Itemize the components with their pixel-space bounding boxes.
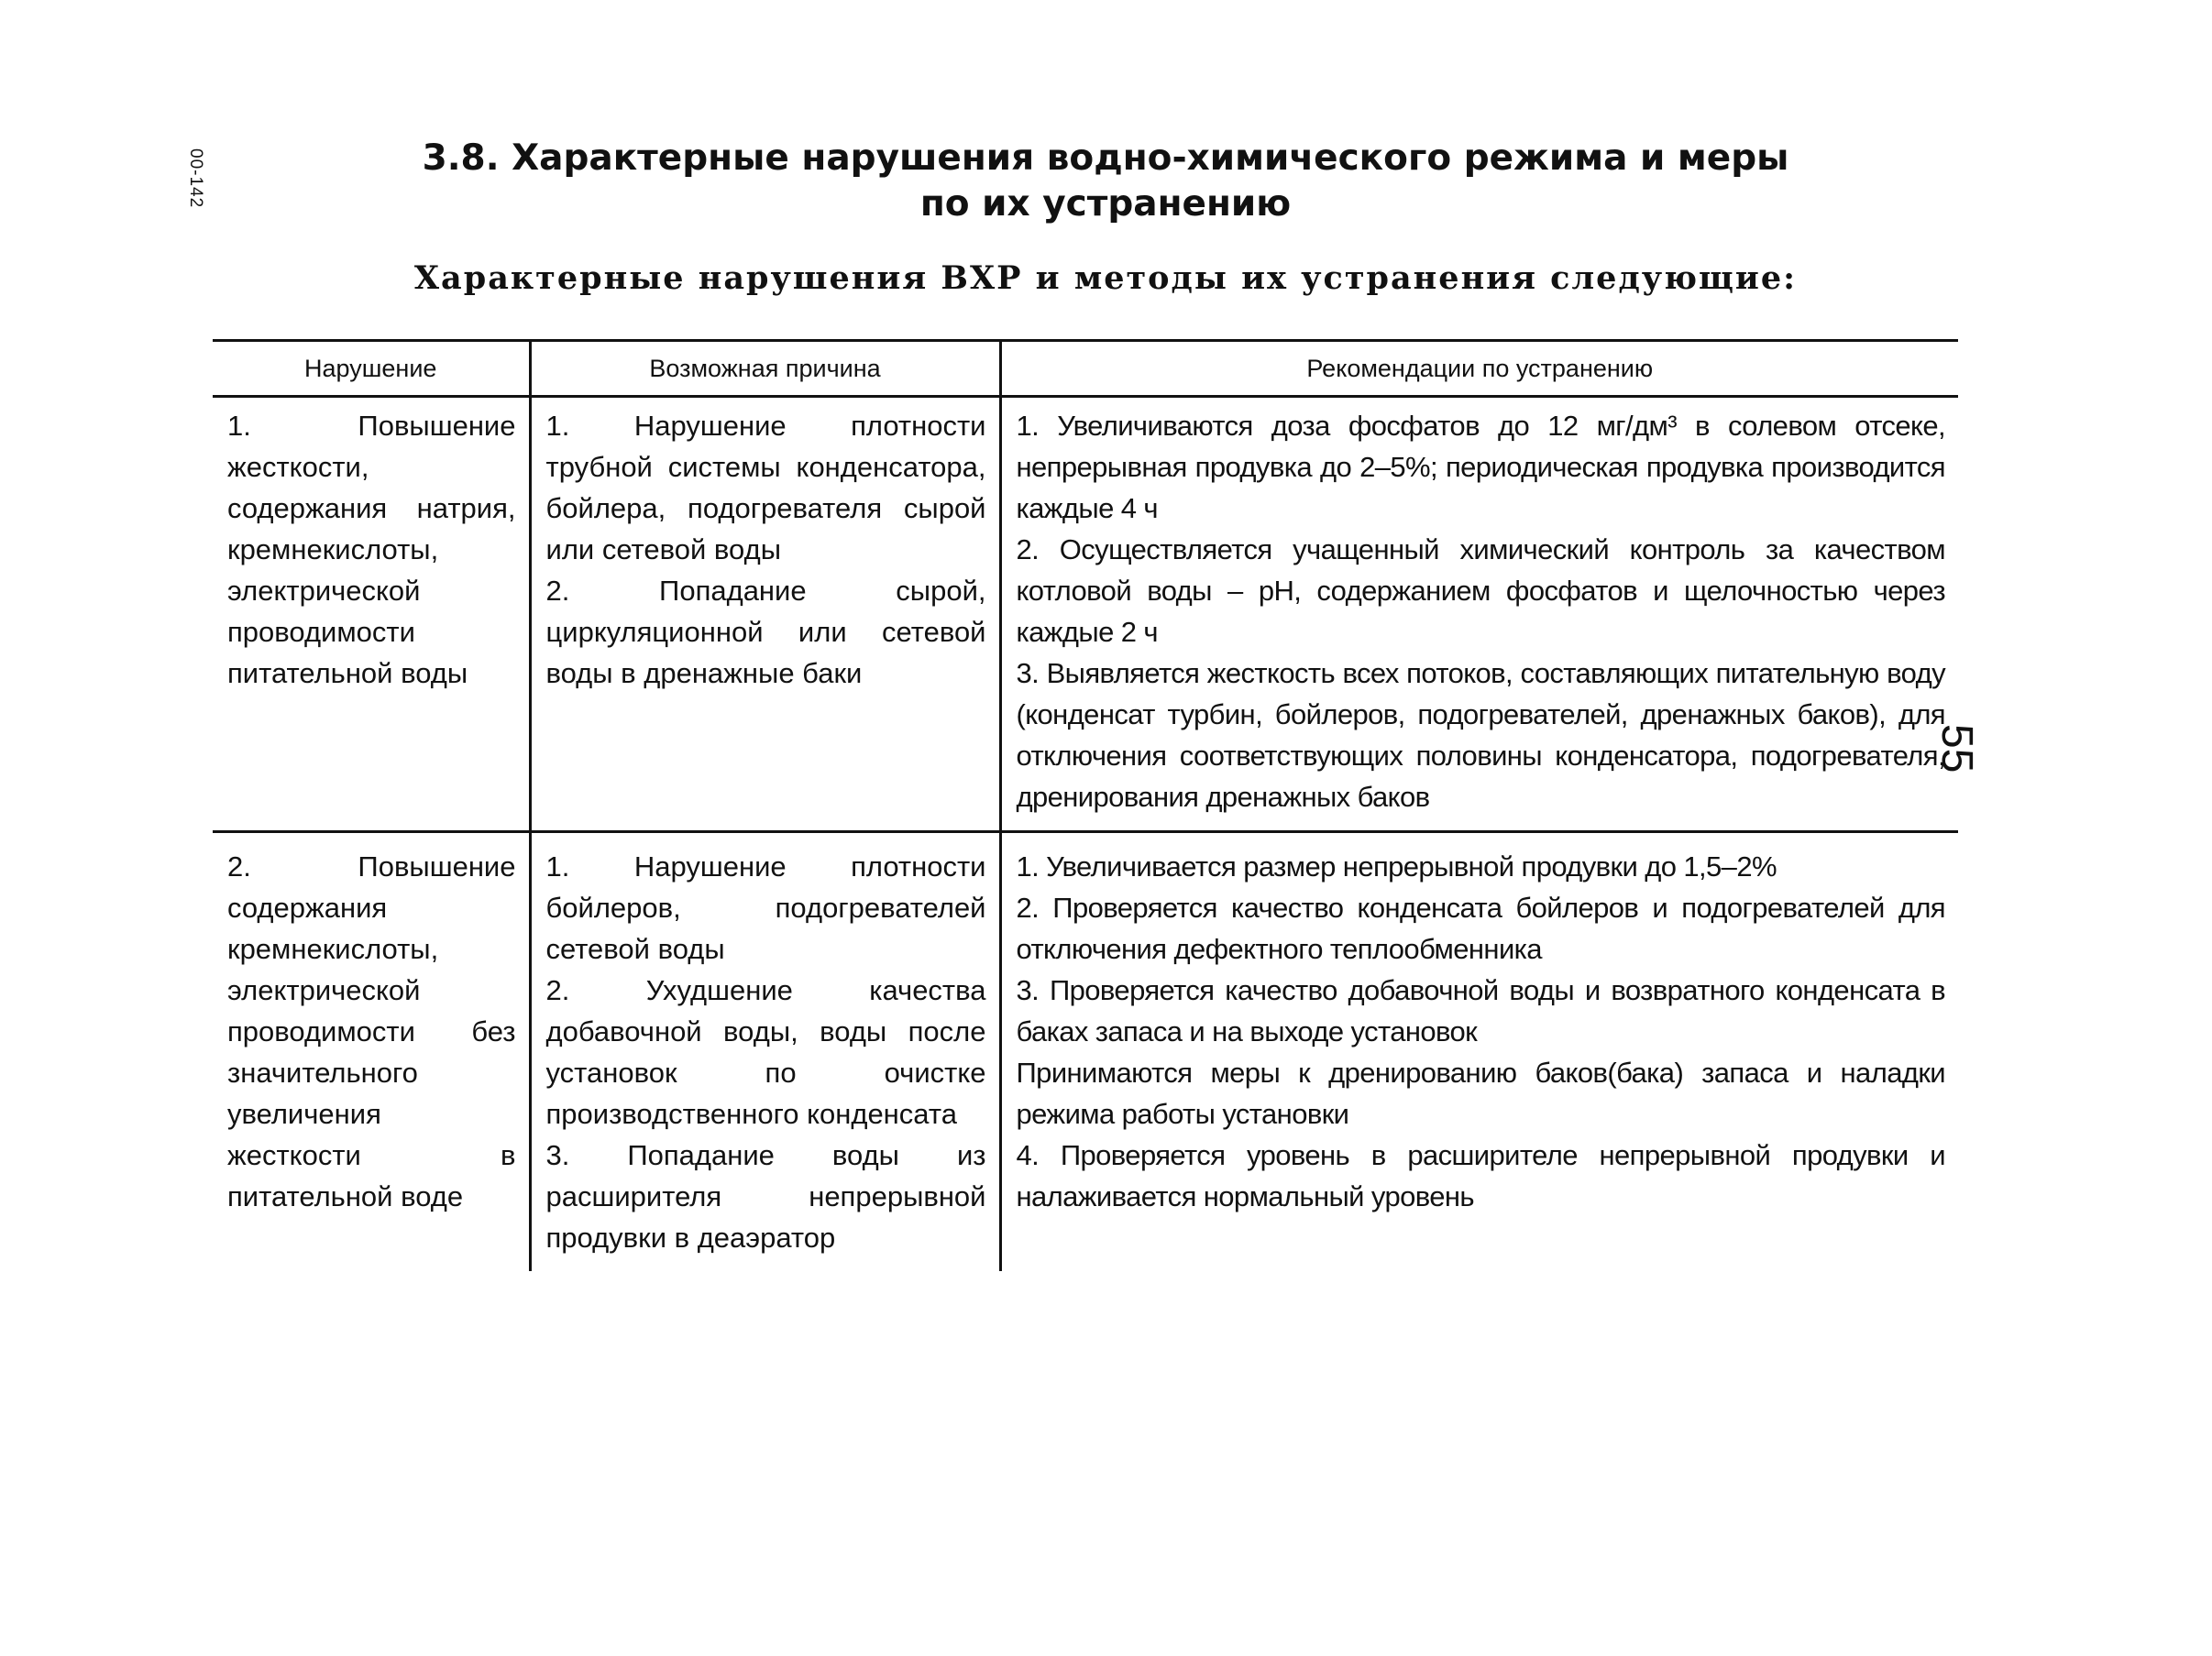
recommendation-item: 1. Увеличиваются доза фосфатов до 12 мг/дм³ в солевом отсеке, непрерывная продувка до 2–5%; периодическая продувка производится каждые 4 ч	[1016, 410, 1945, 524]
table-header-row	[213, 341, 1958, 397]
recommendation-item: 3. Выявляется жесткость всех потоков, составляющих питательную воду (конденсат турбин, бойлеров, подогревателей, дренажных баков), для отключения соответствующих половины конденсатора, подогревателя, дренирования дренажных баков	[1016, 657, 1945, 813]
table-row	[213, 832, 1958, 1272]
recommendations-cell	[1000, 397, 1958, 832]
section-title-line-2: по их устранению	[919, 183, 1292, 225]
recommendation-item: 2. Проверяется качество конденсата бойлеров и подогревателей для отключения дефектного теплообменника	[1016, 892, 1945, 965]
cause-cell	[530, 397, 1000, 832]
recommendation-item: 2. Осуществляется учащенный химический контроль за качеством котловой воды – рН, содержанием фосфатов и щелочностью через каждые 2 ч	[1016, 533, 1945, 648]
page-number: 55	[1932, 724, 1981, 773]
header-violation: Нарушение	[213, 341, 530, 397]
cause-item: 2. Попадание сырой, циркуляционной или сетевой воды в дренажные баки	[545, 575, 986, 689]
violation-cell	[213, 397, 530, 832]
table-row	[213, 397, 1958, 832]
recommendation-item: 3. Проверяется качество добавочной воды и возвратного конденсата в баках запаса и на выходе установок	[1016, 974, 1945, 1047]
document-code: 00-142	[186, 148, 205, 209]
cause-item: 1. Нарушение плотности трубной системы конденсатора, бойлера, подогревателя сырой или сетевой воды	[545, 410, 986, 565]
header-recommendations: Рекомендации по устранению	[1000, 341, 1958, 397]
violation-cell	[213, 832, 530, 1272]
recommendations-cell	[1000, 832, 1958, 1272]
cause-cell	[530, 832, 1000, 1272]
recommendation-item: Принимаются меры к дренированию баков(бака) запаса и наладки режима работы установки	[1016, 1057, 1945, 1130]
section-title-line-1: 3.8. Характерные нарушения водно-химического режима и меры	[422, 137, 1789, 179]
header-cause: Возможная причина	[530, 341, 1000, 397]
cause-item: 3. Попадание воды из расширителя непрерывной продувки в деаэратор	[545, 1139, 986, 1254]
recommendation-item: 1. Увеличивается размер непрерывной продувки до 1,5–2%	[1016, 850, 1777, 883]
violations-table	[213, 339, 1958, 1271]
recommendation-item: 4. Проверяется уровень в расширителе непрерывной продувки и налаживается нормальный уровень	[1016, 1139, 1945, 1212]
cause-item: 1. Нарушение плотности бойлеров, подогревателей сетевой воды	[545, 850, 986, 965]
violation-text: 2. Повышение содержания кремнекислоты, электрической проводимости без значительного увеличения жесткости в питательной воде	[227, 850, 516, 1212]
section-title	[275, 136, 1936, 227]
violation-text: 1. Повышение жесткости, содержания натрия, кремнекислоты, электрической проводимости питательной воды	[227, 410, 516, 689]
cause-item: 2. Ухудшение качества добавочной воды, воды после установок по очистке производственного конденсата	[545, 974, 986, 1130]
section-subtitle: Характерные нарушения ВХР и методы их устранения следующие:	[413, 259, 1798, 297]
